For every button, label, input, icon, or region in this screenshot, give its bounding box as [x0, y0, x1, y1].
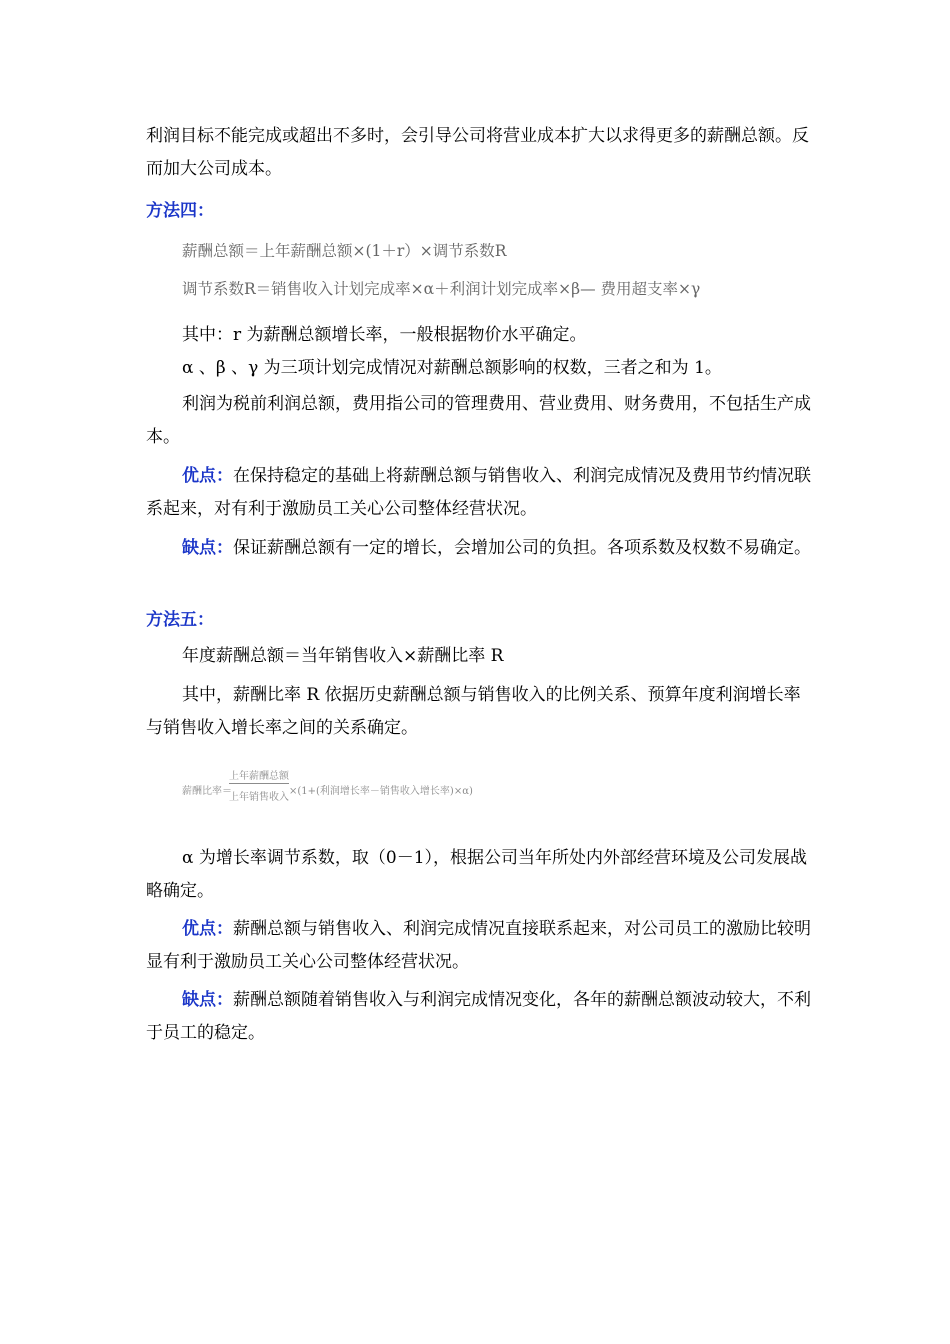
method4-param-profit: 利润为税前利润总额，费用指公司的管理费用、营业费用、财务费用，不包括生产成本。 — [146, 394, 811, 447]
pros-text: 薪酬总额与销售收入、利润完成情况直接联系起来，对公司员工的激励比较明显有利于激励员工关心公司整体经营状况。 — [146, 919, 811, 972]
cons-text: 保证薪酬总额有一定的增长，会增加公司的负担。各项系数及权数不易确定。 — [233, 538, 811, 558]
intro-paragraph: 利润目标不能完成或超出不多时，会引导公司将营业成本扩大以求得更多的薪酬总额。反而加大公司成本。 — [146, 126, 809, 179]
ratio-formula-lhs: 薪酬比率＝ — [182, 786, 232, 797]
method5-cons — [146, 984, 811, 1050]
method4-formula-line2: 调节系数R＝销售收入计划完成率×α＋利润计划完成率×β— 费用超支率×γ — [182, 280, 701, 298]
pros-label: 优点： — [182, 919, 233, 939]
method4-formula-line1: 薪酬总额＝上年薪酬总额×(1＋r）×调节系数R — [182, 242, 507, 260]
cons-text: 薪酬总额随着销售收入与利润完成情况变化，各年的薪酬总额波动较大，不利于员工的稳定。 — [146, 990, 811, 1043]
method4-param-weights: α 、β 、γ 为三项计划完成情况对薪酬总额影响的权数，三者之和为 1。 — [182, 358, 722, 378]
method4-cons — [146, 532, 811, 565]
cons-label: 缺点： — [182, 990, 233, 1010]
method5-formula: 年度薪酬总额＝当年销售收入×薪酬比率 R — [182, 646, 504, 666]
ratio-formula-rhs: ×(1+(利润增长率－销售收入增长率)×α) — [289, 786, 473, 797]
cons-label: 缺点： — [182, 538, 233, 558]
method4-pros — [146, 460, 811, 526]
ratio-denominator: 上年销售收入 — [229, 792, 289, 803]
pros-label: 优点： — [182, 466, 233, 486]
method4-heading: 方法四： — [146, 201, 214, 221]
method5-heading: 方法五： — [146, 610, 214, 630]
method5-alpha-explanation: α 为增长率调节系数，取（0－1），根据公司当年所处内外部经营环境及公司发展战略确定。 — [146, 848, 808, 901]
ratio-numerator: 上年薪酬总额 — [229, 767, 289, 784]
method5-ratio-explanation: 其中，薪酬比率 R 依据历史薪酬总额与销售收入的比例关系、预算年度利润增长率与销售收入增长率之间的关系确定。 — [146, 685, 801, 738]
method5-pros — [146, 913, 811, 979]
method4-param-r: 其中：r 为薪酬总额增长率，一般根据物价水平确定。 — [182, 325, 587, 345]
pros-text: 在保持稳定的基础上将薪酬总额与销售收入、利润完成情况及费用节约情况联系起来，对有利于激励员工关心公司整体经营状况。 — [146, 466, 811, 519]
ratio-fraction — [229, 767, 289, 803]
